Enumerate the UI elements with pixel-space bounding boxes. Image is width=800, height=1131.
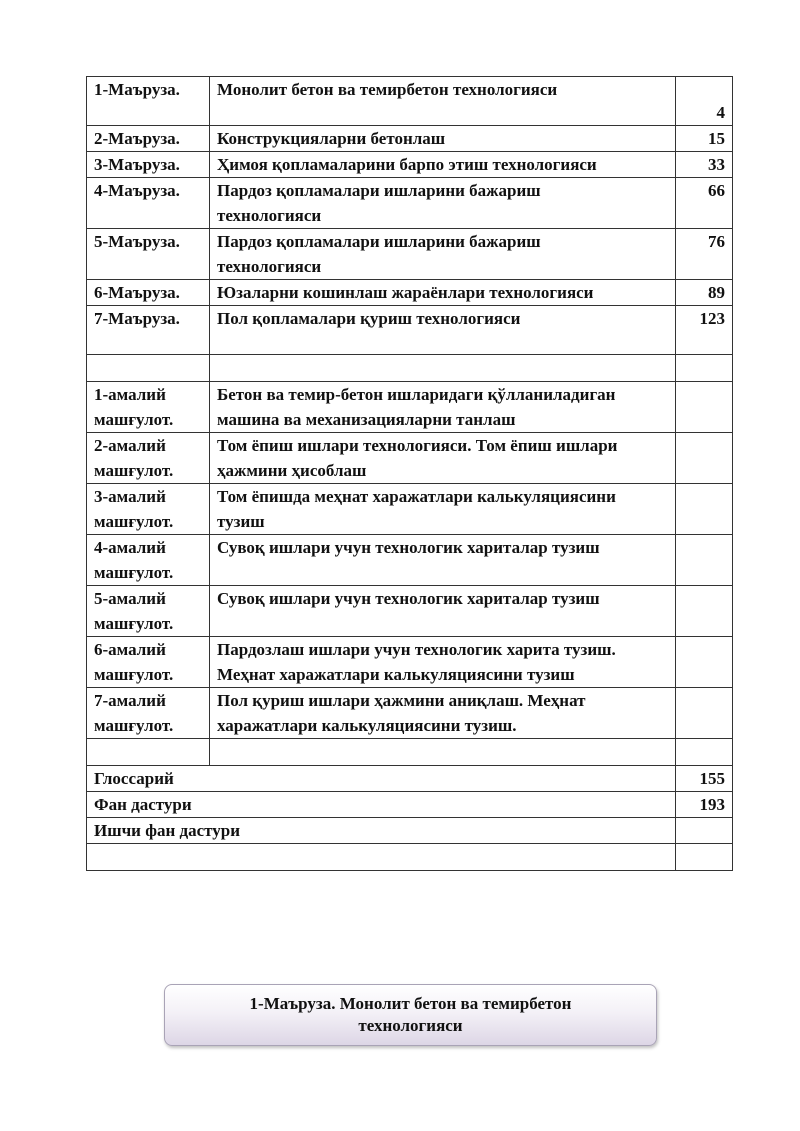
title-line: Пардоз қопламалари ишларини бажариш [217, 232, 541, 251]
page-number: 193 [676, 792, 733, 818]
working-syllabus-label: Ишчи фан дастури [87, 818, 676, 844]
empty-cell [210, 355, 676, 382]
empty-cell [676, 355, 733, 382]
page-number: 66 [676, 178, 733, 229]
label-line: машғулот. [94, 461, 174, 480]
practical-title [210, 688, 676, 739]
title-line: Том ёпишда меҳнат харажатлари калькуляциясини [217, 487, 616, 506]
label-line: 4-амалий [94, 538, 166, 557]
table-of-contents [86, 76, 733, 871]
glossary-label: Глоссарий [87, 766, 676, 792]
practical-label [87, 433, 210, 484]
empty-row [87, 739, 733, 766]
lecture-title: Конструкцияларни бетонлаш [210, 126, 676, 152]
syllabus-label: Фан дастури [87, 792, 676, 818]
page-number [676, 637, 733, 688]
page-number [676, 535, 733, 586]
label-line: 3-амалий [94, 487, 166, 506]
practical-title [210, 382, 676, 433]
page-number [676, 688, 733, 739]
title-line: тузиш [217, 512, 265, 531]
table-row [87, 433, 733, 484]
empty-cell [676, 844, 733, 871]
table-row [87, 688, 733, 739]
practical-label [87, 535, 210, 586]
lecture-title: Монолит бетон ва темирбетон технологияси [210, 77, 676, 126]
practical-label [87, 688, 210, 739]
title-line: Пол қуриш ишлари ҳажмини аниқлаш. Меҳнат [217, 691, 586, 710]
page-number [676, 586, 733, 637]
empty-cell [676, 739, 733, 766]
label-line: машғулот. [94, 563, 174, 582]
lecture-title [210, 178, 676, 229]
lecture-title: Юзаларни кошинлаш жараёнлари технологияси [210, 280, 676, 306]
table-row [87, 818, 733, 844]
table-row [87, 77, 733, 126]
lecture-label: 1-Маъруза. [87, 77, 210, 126]
title-line: Бетон ва темир-бетон ишларидаги қўлланиладиган [217, 385, 616, 404]
empty-cell [87, 355, 210, 382]
lecture-label: 6-Маъруза. [87, 280, 210, 306]
table-row [87, 280, 733, 306]
page-number: 155 [676, 766, 733, 792]
section-heading-line: технологияси [358, 1016, 463, 1035]
title-line: Пардоз қопламалари ишларини бажариш [217, 181, 541, 200]
empty-cell [87, 739, 210, 766]
table-row [87, 382, 733, 433]
page-number: 33 [676, 152, 733, 178]
label-line: 7-амалий [94, 691, 166, 710]
table-row [87, 126, 733, 152]
empty-cell [210, 739, 676, 766]
practical-title [210, 586, 676, 637]
page-number [676, 382, 733, 433]
title-line: технологияси [217, 206, 322, 225]
lecture-label: 5-Маъруза. [87, 229, 210, 280]
table-row [87, 306, 733, 355]
page-number [676, 484, 733, 535]
table-row [87, 792, 733, 818]
page-number [676, 818, 733, 844]
table-row [87, 229, 733, 280]
title-line: Том ёпиш ишлари технологияси. Том ёпиш ишлари [217, 436, 618, 455]
practical-label [87, 382, 210, 433]
page-number: 15 [676, 126, 733, 152]
label-line: машғулот. [94, 716, 174, 735]
title-line: Сувоқ ишлари учун технологик хариталар тузиш [217, 538, 600, 557]
label-line: 2-амалий [94, 436, 166, 455]
label-line: 6-амалий [94, 640, 166, 659]
lecture-label: 2-Маъруза. [87, 126, 210, 152]
table-row [87, 178, 733, 229]
lecture-label: 7-Маъруза. [87, 306, 210, 355]
practical-label [87, 484, 210, 535]
title-line [217, 611, 668, 636]
table-row [87, 586, 733, 637]
practical-title [210, 637, 676, 688]
table-row [87, 152, 733, 178]
title-line: ҳажмини ҳисоблаш [217, 461, 367, 480]
title-line: Пардозлаш ишлари учун технологик харита тузиш. [217, 640, 616, 659]
lecture-title: Пол қопламалари қуриш технологияси [210, 306, 676, 355]
title-line: машина ва механизацияларни танлаш [217, 410, 516, 429]
lecture-title [210, 229, 676, 280]
table-row [87, 484, 733, 535]
lecture-label: 4-Маъруза. [87, 178, 210, 229]
page-number: 76 [676, 229, 733, 280]
practical-title [210, 484, 676, 535]
empty-row [87, 844, 733, 871]
section-heading-line: 1-Маъруза. Монолит бетон ва темирбетон [249, 994, 572, 1013]
label-line: машғулот. [94, 665, 174, 684]
section-heading-box [164, 984, 657, 1046]
section-heading [221, 993, 601, 1037]
practical-label [87, 637, 210, 688]
title-line [217, 560, 668, 585]
title-line: харажатлари калькуляциясини тузиш. [217, 716, 517, 735]
lecture-label: 3-Маъруза. [87, 152, 210, 178]
label-line: машғулот. [94, 614, 174, 633]
title-line: Сувоқ ишлари учун технологик хариталар тузиш [217, 589, 600, 608]
page-number: 123 [676, 306, 733, 355]
title-line: Меҳнат харажатлари калькуляциясини тузиш [217, 665, 575, 684]
label-line: 1-амалий [94, 385, 166, 404]
empty-cell [87, 844, 676, 871]
practical-title [210, 535, 676, 586]
practical-title [210, 433, 676, 484]
practical-label [87, 586, 210, 637]
label-line: машғулот. [94, 410, 174, 429]
page-number [676, 433, 733, 484]
label-line: 5-амалий [94, 589, 166, 608]
empty-row [87, 355, 733, 382]
table-row [87, 766, 733, 792]
title-line: технологияси [217, 257, 322, 276]
table-row [87, 535, 733, 586]
page-number: 89 [676, 280, 733, 306]
table-row [87, 637, 733, 688]
lecture-title: Ҳимоя қопламаларини барпо этиш технологияси [210, 152, 676, 178]
page-number: 4 [676, 77, 733, 126]
label-line: машғулот. [94, 512, 174, 531]
